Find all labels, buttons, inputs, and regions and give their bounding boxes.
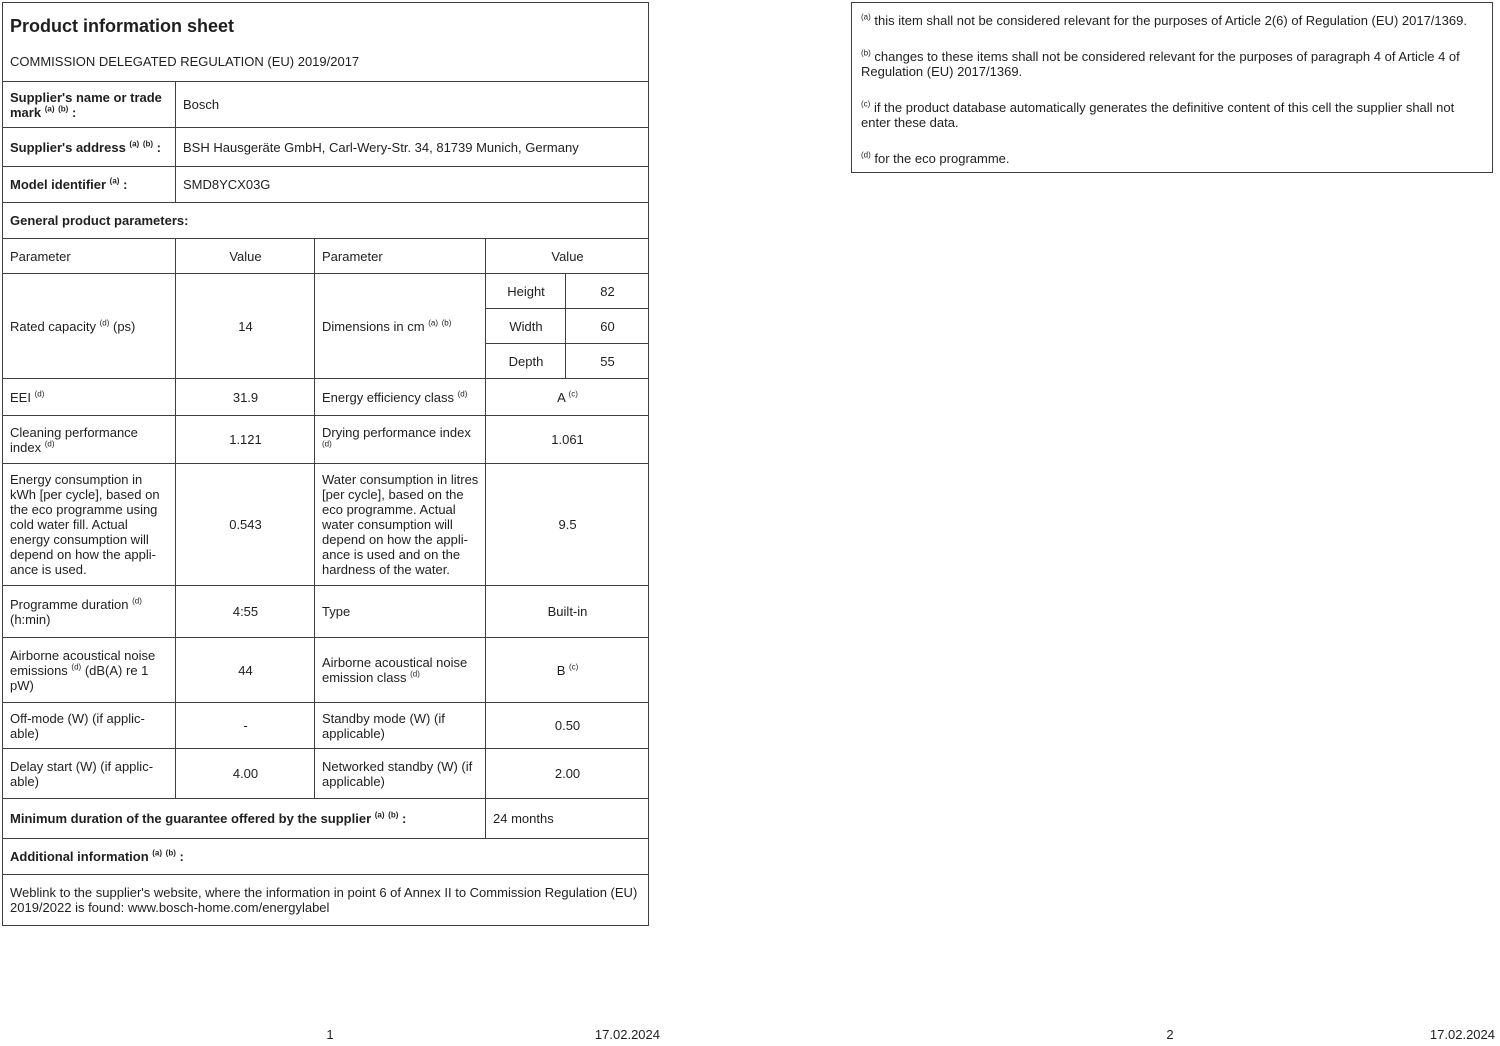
- table-row: [3, 799, 649, 839]
- table-row: [3, 379, 649, 416]
- energy-class-value: A $^{(c)}$: [486, 379, 649, 416]
- off-mode-value: -: [176, 703, 315, 749]
- dimension-height-value: 82: [566, 274, 649, 309]
- column-header-parameter-1: Parameter: [3, 239, 176, 274]
- networked-standby-value: 2.00: [486, 749, 649, 799]
- noise-class-label: Airborne acoustical noise emission class $^{(d)}$: [315, 638, 486, 703]
- model-identifier-label: Model identifier $^{(a)}$ :: [3, 167, 176, 203]
- type-value: Built-in: [486, 586, 649, 638]
- delay-start-value: 4.00: [176, 749, 315, 799]
- guarantee-label: Minimum duration of the guarantee offered by the supplier $^{(a)}$ $^{(b)}$ :: [3, 799, 486, 839]
- regulation-subtitle: COMMISSION DELEGATED REGULATION (EU) 2019/2017: [10, 53, 360, 69]
- table-row: [3, 128, 649, 167]
- page1-number: 1: [326, 1027, 334, 1042]
- guarantee-value: 24 months: [486, 799, 649, 839]
- networked-standby-label: Networked standby (W) (if applicable): [315, 749, 486, 799]
- dimension-width-label: Width: [486, 309, 566, 344]
- table-row: [3, 167, 649, 203]
- column-header-parameter-2: Parameter: [315, 239, 486, 274]
- weblink-text: Weblink to the supplier's website, where the information in point 6 of Annex II to Commission Regulation (EU) 2019/2022 is found: www.bosch-home.com/energylabel: [3, 875, 649, 926]
- drying-index-label: Drying performance index $^{(d)}$: [315, 416, 486, 464]
- water-consumption-value: 9.5: [486, 464, 649, 586]
- delay-start-label: Delay start (W) (if applic-able): [3, 749, 176, 799]
- off-mode-label: Off-mode (W) (if applic-able): [3, 703, 176, 749]
- table-row: [3, 586, 649, 638]
- table-row: [3, 839, 649, 875]
- general-parameters-header: General product parameters:: [3, 203, 649, 239]
- water-consumption-label: Water consumption in litres [per cycle], based on the eco programme. Actual water consumption will depend on how the appli-ance is used and on the hardness of the water.: [315, 464, 486, 586]
- energy-consumption-label: Energy consumption in kWh [per cycle], based on the eco programme using cold water fill. Actual energy consumption will depend on how the appli-ance is used.: [3, 464, 176, 586]
- type-label: Type: [315, 586, 486, 638]
- model-identifier-value: SMD8YCX03G: [176, 167, 649, 203]
- page-title: Product information sheet: [10, 15, 235, 36]
- footnote-b: $^{(b)}$ changes to these items shall not be considered relevant for the purposes of paragraph 4 of Article 4 of Regulation (EU) 2017/1369.: [861, 48, 1460, 79]
- noise-emissions-label: Airborne acoustical noise emissions $^{(d)}$ (dB(A) re 1 pW): [3, 638, 176, 703]
- table-row: [3, 82, 649, 128]
- dimension-height-label: Height: [486, 274, 566, 309]
- page2-footer: [845, 1027, 1495, 1044]
- table-row: [3, 875, 649, 926]
- sheet-header-cell: [3, 3, 649, 82]
- cleaning-index-label: Cleaning performance index $^{(d)}$: [3, 416, 176, 464]
- rated-capacity-value: 14: [176, 274, 315, 379]
- page1-footer: [0, 1027, 660, 1044]
- footnote-c: $^{(c)}$ if the product database automatically generates the definitive content of this cell the supplier shall not enter these data.: [861, 99, 1455, 130]
- eei-label: EEI $^{(d)}$: [3, 379, 176, 416]
- dimensions-label: Dimensions in cm $^{(a)}$ $^{(b)}$: [315, 274, 486, 379]
- dimension-depth-label: Depth: [486, 344, 566, 379]
- supplier-name-value: Bosch: [176, 82, 649, 128]
- noise-emissions-value: 44: [176, 638, 315, 703]
- dimension-depth-value: 55: [566, 344, 649, 379]
- page2-date: 17.02.2024: [1429, 1027, 1495, 1042]
- energy-consumption-value: 0.543: [176, 464, 315, 586]
- supplier-address-label: Supplier's address $^{(a)}$ $^{(b)}$ :: [3, 128, 176, 167]
- table-row: [3, 416, 649, 464]
- programme-duration-label: Programme duration $^{(d)}$ (h:min): [3, 586, 176, 638]
- supplier-name-label: Supplier's name or trade mark $^{(a)}$ $^{(b)}$ :: [3, 82, 176, 128]
- table-row: [3, 203, 649, 239]
- column-header-value-2: Value: [486, 239, 649, 274]
- table-row: [3, 638, 649, 703]
- product-info-table: [2, 2, 649, 926]
- footnotes-box: [851, 2, 1493, 173]
- table-row: [3, 3, 649, 82]
- supplier-address-value: BSH Hausgeräte GmbH, Carl-Wery-Str. 34, 81739 Munich, Germany: [176, 128, 649, 167]
- table-row: [3, 703, 649, 749]
- page2-number: 2: [1166, 1027, 1174, 1042]
- table-row: [3, 464, 649, 586]
- drying-index-value: 1.061: [486, 416, 649, 464]
- column-header-value-1: Value: [176, 239, 315, 274]
- page1-date: 17.02.2024: [594, 1027, 660, 1042]
- programme-duration-value: 4:55: [176, 586, 315, 638]
- rated-capacity-label: Rated capacity $^{(d)}$ (ps): [3, 274, 176, 379]
- noise-class-value: B $^{(c)}$: [486, 638, 649, 703]
- footnote-d: $^{(d)}$ for the eco programme.: [861, 150, 1010, 166]
- eei-value: 31.9: [176, 379, 315, 416]
- cleaning-index-value: 1.121: [176, 416, 315, 464]
- standby-mode-label: Standby mode (W) (if applicable): [315, 703, 486, 749]
- footnote-a: $^{(a)}$ this item shall not be considered relevant for the purposes of Article 2(6) of Regulation (EU) 2017/1369.: [861, 12, 1467, 28]
- dimension-width-value: 60: [566, 309, 649, 344]
- additional-information-header: Additional information $^{(a)}$ $^{(b)}$ :: [3, 839, 649, 875]
- energy-class-label: Energy efficiency class $^{(d)}$: [315, 379, 486, 416]
- table-row: [3, 749, 649, 799]
- table-row: [3, 274, 649, 309]
- table-row: [3, 239, 649, 274]
- standby-mode-value: 0.50: [486, 703, 649, 749]
